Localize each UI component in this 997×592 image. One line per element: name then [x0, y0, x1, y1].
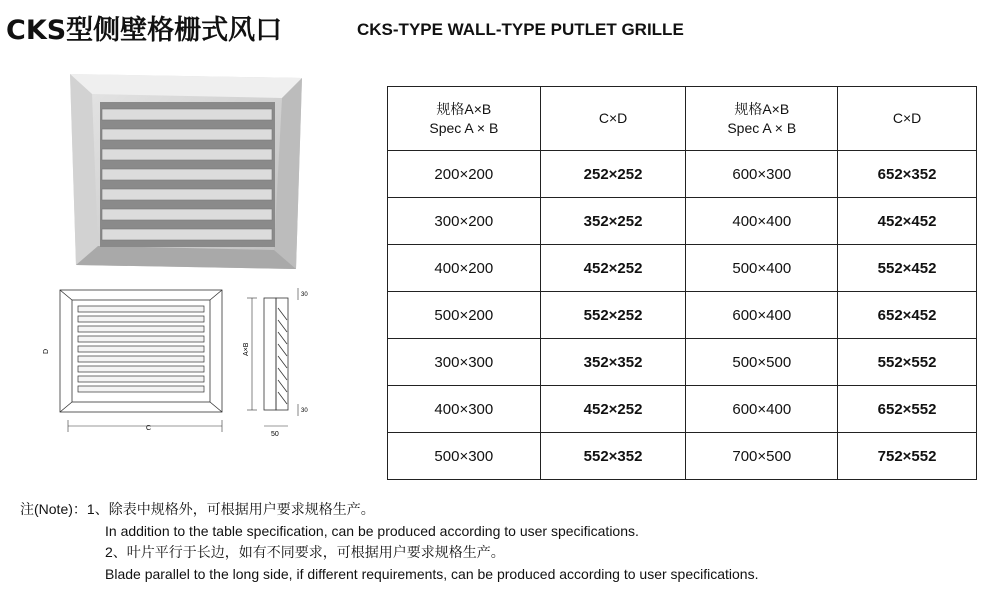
table-cell: 452×252: [540, 245, 686, 292]
page-title-english: CKS-TYPE WALL-TYPE PUTLET GRILLE: [357, 20, 684, 39]
dim-label-50: 50: [271, 431, 279, 438]
table-cell: 500×400: [686, 245, 838, 292]
table-cell: 600×400: [686, 386, 838, 433]
table-cell: 600×400: [686, 292, 838, 339]
table-cell: 552×352: [540, 433, 686, 480]
table-cell: 652×452: [838, 292, 977, 339]
note-1-en: In addition to the table specification, can be produced according to user specifications.: [105, 522, 639, 539]
table-cell: 552×252: [540, 292, 686, 339]
header-spec-1: 规格A×B Spec A × B: [388, 87, 541, 151]
grille-technical-drawing: [42, 280, 322, 445]
table-cell: 300×200: [388, 198, 541, 245]
table-cell: 652×552: [838, 386, 977, 433]
table-cell: 500×500: [686, 339, 838, 386]
table-cell: 452×252: [540, 386, 686, 433]
table-cell: 400×300: [388, 386, 541, 433]
dim-label-c: C: [146, 425, 152, 432]
table-cell: 752×552: [838, 433, 977, 480]
page-title-chinese: CKS型侧壁格栅式风口: [6, 15, 283, 46]
table-cell: 352×352: [540, 339, 686, 386]
note-2-en: Blade parallel to the long side, if different requirements, can be produced according to user specifications.: [105, 565, 759, 582]
table-cell: 700×500: [686, 433, 838, 480]
dim-label-30-bottom: 30: [301, 408, 308, 414]
table-cell: 452×452: [838, 198, 977, 245]
header-cxd-1: C×D: [540, 87, 686, 151]
notes-section: [20, 499, 758, 585]
table-cell: 352×252: [540, 198, 686, 245]
table-row: [388, 198, 977, 245]
table-cell: 400×400: [686, 198, 838, 245]
grille-product-photo: [70, 74, 302, 269]
table-row: [388, 151, 977, 198]
table-cell: 600×300: [686, 151, 838, 198]
table-row: [388, 339, 977, 386]
table-row: [388, 433, 977, 480]
table-cell: 552×452: [838, 245, 977, 292]
table-row: [388, 245, 977, 292]
table-header-row: [388, 87, 977, 151]
dim-label-axb: A×B: [243, 342, 250, 356]
table-cell: 500×300: [388, 433, 541, 480]
table-cell: 652×352: [838, 151, 977, 198]
table-row: [388, 292, 977, 339]
table-cell: 400×200: [388, 245, 541, 292]
header-spec-2: 规格A×B Spec A × B: [686, 87, 838, 151]
note-2-cn: 2、叶片平行于长边，如有不同要求，可根据用户要求规格生产。: [105, 544, 505, 560]
note-1-cn: 1、除表中规格外，可根据用户要求规格生产。: [86, 501, 375, 517]
dim-label-30-top: 30: [301, 292, 308, 298]
table-cell: 500×200: [388, 292, 541, 339]
table-cell: 552×552: [838, 339, 977, 386]
notes-label: 注(Note)：: [20, 501, 87, 517]
note-1-cn-row: [20, 499, 758, 521]
table-cell: 252×252: [540, 151, 686, 198]
header-cxd-2: C×D: [838, 87, 977, 151]
table-row: [388, 386, 977, 433]
table-cell: 300×300: [388, 339, 541, 386]
spec-table: [387, 86, 977, 480]
dim-label-d: D: [43, 348, 50, 354]
table-cell: 200×200: [388, 151, 541, 198]
